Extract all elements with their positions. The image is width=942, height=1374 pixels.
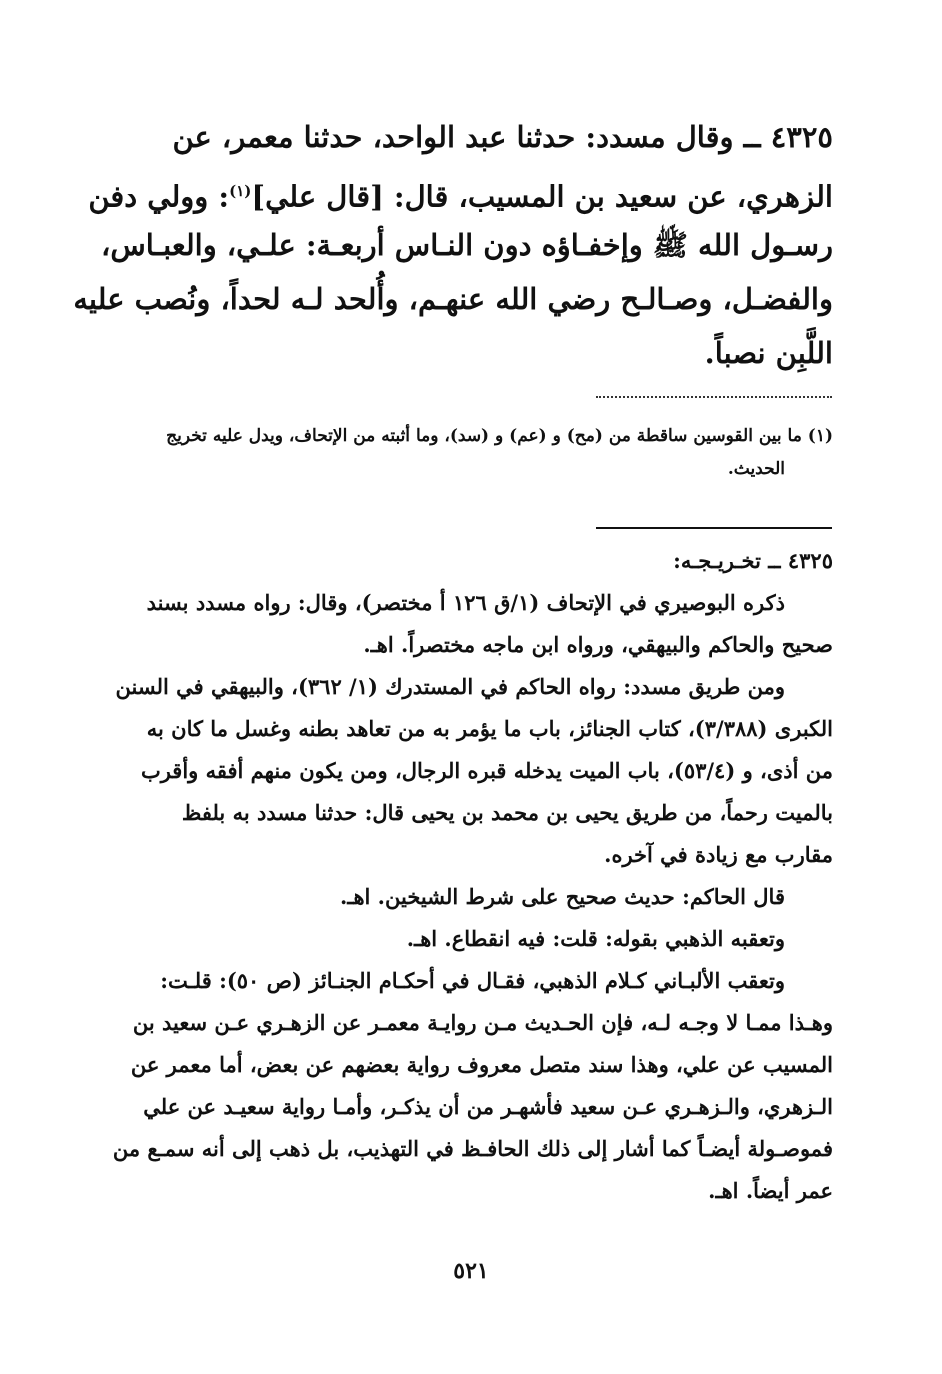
takhrij-line: الـزهري، والـزهـري عـن سعيد فأشهـر من أن يذكـر، وأمـا رواية سعيـد عن علي (143, 1094, 833, 1119)
hadith-text (73, 110, 833, 380)
hadith-line-end: : وولي دفن (88, 179, 230, 214)
takhrij-line: وهـذا ممـا لا وجـه لـه، فإن الحـديث مـن روايـة معمـر عن الزهـري عـن سعيد بن (132, 1010, 833, 1035)
takhrij-line: وتعقبه الذهبي بقوله: قلت: فيه انقطاع. اهـ. (406, 926, 785, 951)
takhrij-line: بالميت رحماً، من طريق يحيى بن محمد بن يحيى قال: حدثنا مسدد به بلفظ (181, 800, 833, 825)
section-rule (596, 527, 832, 529)
takhrij-line: مقارب مع زيادة في آخره. (604, 842, 833, 867)
takhrij-line: ذكره البوصيري في الإتحاف (١/ق ١٢٦ أ مختصر)، وقال: رواه مسدد بسند (146, 590, 785, 615)
takhrij-line: من أذى، و (٥٣/٤)، باب الميت يدخله قبره الرجال، ومن يكون منهم أفقه وأقرب (140, 758, 833, 783)
footnote (108, 420, 833, 486)
takhrij-line: الكبرى (٣/٣٨٨)، كتاب الجنائز، باب ما يؤمر به من تعاهد بطنه وغسل ما كان به (146, 716, 833, 741)
page-number: ٥٢١ (453, 1258, 489, 1284)
footnote-separator (596, 396, 832, 406)
takhrij-line: ومن طريق مسدد: رواه الحاكم في المستدرك (١/ ٣٦٢)، والبيهقي في السنن (115, 674, 785, 699)
takhrij-heading: ٤٣٢٥ ــ تخـريـجـه: (673, 548, 833, 573)
takhrij-line: وتعقب الألبـاني كـلام الذهبي، فقـال في أحكـام الجنـائز (ص ٥٠): قلـت: (160, 968, 785, 993)
takhrij-line: المسيب عن علي، وهذا سند متصل معروف رواية بعضهم عن بعض، أما معمر عن (130, 1052, 833, 1077)
hadith-line: رسـول الله ﷺ وإخفـاؤه دون النـاس أربعـة: علـي، والعبـاس، (100, 228, 833, 262)
footnote-marker: (١) (229, 182, 252, 200)
takhrij-line: عمر أيضاً. اهـ. (708, 1178, 833, 1203)
footnote-line: (١) ما بين القوسين ساقطة من (مح) و (عم) و (سد)، وما أثبته من الإتحاف، ويدل عليه تخريج (166, 426, 833, 446)
takhrij-line: فموصـولة أيضـاً كما أشار إلى ذلك الحافـظ في التهذيب، بل ذهب إلى أنه سمـع من (112, 1136, 833, 1161)
takhrij-line: صحيح والحاكم والبيهقي، ورواه ابن ماجه مختصراً. اهـ. (363, 632, 833, 657)
hadith-line-text: الزهري، عن سعيد بن المسيب، قال: [قال علي] (251, 179, 833, 214)
takhrij-line: قال الحاكم: حديث صحيح على شرط الشيخين. اهـ. (340, 884, 785, 909)
hadith-line: والفضـل، وصـالـح رضي الله عنهـم، وأُلحد لـه لحداً، ونُصب عليه (73, 282, 833, 316)
hadith-line: اللَّبِن نصباً. (704, 336, 833, 370)
footnote-line: الحديث. (727, 459, 785, 479)
hadith-line (88, 164, 833, 218)
takhrij-section (108, 540, 833, 1212)
hadith-line: ٤٣٢٥ ــ وقال مسدد: حدثنا عبد الواحد، حدثنا معمر، عن (172, 120, 833, 154)
